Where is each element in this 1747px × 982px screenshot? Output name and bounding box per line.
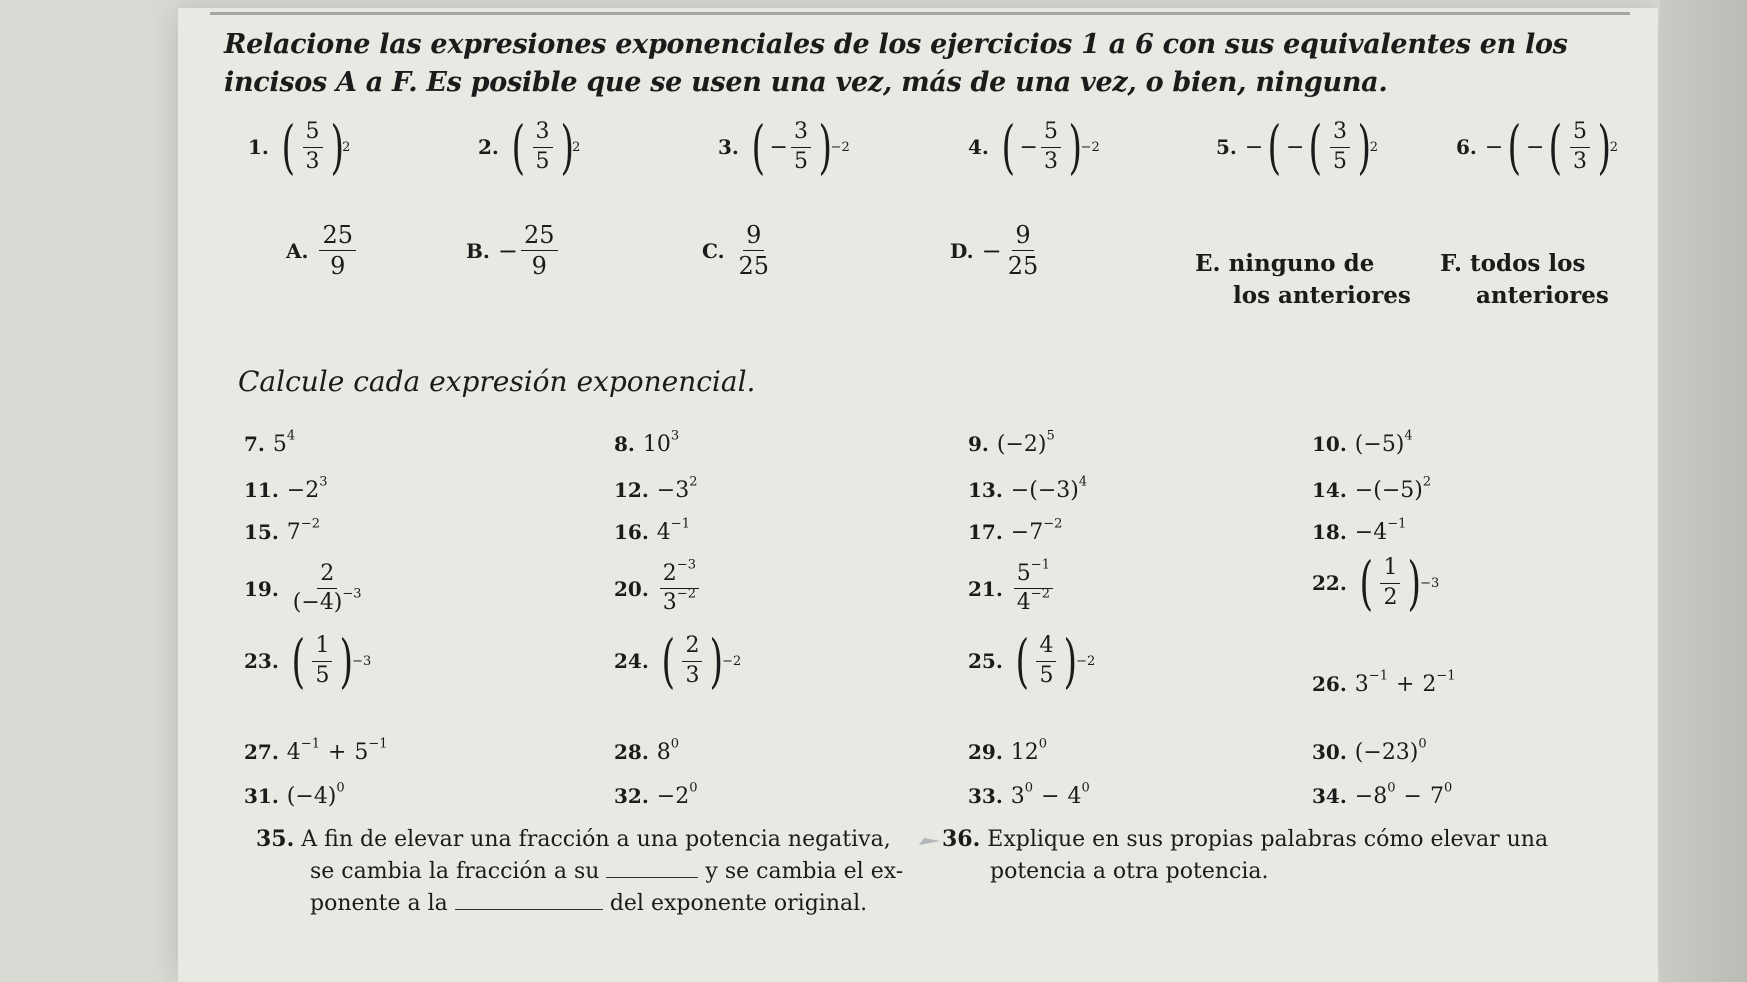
exercise-34: 34. $-8^0 - 7^0$ [1312, 780, 1453, 809]
match-exercise: 1. ( $\frac{5}{3}$ ) 2 [248, 113, 351, 181]
exercise-26: 26. $3^{-1} + 2^{-1}$ [1312, 668, 1456, 697]
match-exercise: 6. − ( − ( $\frac{5}{3}$ ) 2 [1456, 113, 1618, 181]
exercise-23: 23. ( $\frac{1}{5}$ ) −3 [244, 627, 372, 695]
top-rule [210, 12, 1630, 15]
exercise-8: 8. $10^3$ [614, 428, 680, 457]
cursor-icon [918, 824, 942, 834]
answer-f-line1: todos los [1470, 250, 1586, 277]
exercise-28: 28. $8^0$ [614, 736, 680, 765]
match-exercise: 3. ( − $\frac{3}{5}$ ) −2 [718, 113, 850, 181]
answer-e-line1: ninguno de [1228, 250, 1375, 277]
answer-e-line2: los anteriores [1233, 282, 1411, 309]
exercise-11: 11. $-2^3$ [244, 474, 328, 503]
answer-option: A. $\frac{25}{9}$ [286, 222, 359, 280]
answer-option: D. − $\frac{9}{25}$ [950, 221, 1039, 281]
instructions-text: Relacione las expresiones exponenciales de los ejercicios 1 a 6 con sus equivalentes en los incisos A a F. Es posible que se usen una vez, más de una vez, o bien, ninguna. [224, 29, 1568, 98]
exercise-13: 13. $-(-3)^4$ [968, 474, 1088, 503]
answer-option: C. $\frac{9}{25}$ [702, 221, 770, 281]
answer-f-line2: anteriores [1476, 282, 1609, 309]
answer-e [1195, 248, 1411, 312]
exercise-20: 20. $\frac{2^{-3}}{3^{-2}}$ [614, 562, 702, 615]
exercise-21: 21. $\frac{5^{-1}}{4^{-2}}$ [968, 562, 1056, 615]
exercise-29: 29. $12^0$ [968, 736, 1048, 765]
question-36: 36. Explique en sus propias palabras cómo elevar una potencia a otra potencia. [918, 823, 1548, 888]
exercise-19: 19. $\frac{2}{(-4)^{-3}}$ [244, 561, 362, 616]
answer-blank[interactable] [455, 909, 603, 910]
exercise-15: 15. $7^{-2}$ [244, 516, 320, 545]
exercise-30: 30. $(-23)^0$ [1312, 736, 1427, 765]
exercise-14: 14. $-(-5)^2$ [1312, 474, 1432, 503]
exercise-10: 10. $(-5)^4$ [1312, 428, 1413, 457]
exercise-33: 33. $3^0 - 4^0$ [968, 780, 1090, 809]
answer-option: B. − $\frac{25}{9}$ [466, 222, 561, 280]
section-heading: Calcule cada expresión exponencial. [238, 365, 756, 398]
exercise-18: 18. $-4^{-1}$ [1312, 516, 1407, 545]
answer-f [1440, 248, 1609, 312]
exercise-32: 32. $-2^0$ [614, 780, 698, 809]
match-exercise: 4. ( − $\frac{5}{3}$ ) −2 [968, 113, 1100, 181]
exercise-12: 12. $-3^2$ [614, 474, 698, 503]
exercise-31: 31. $(-4)^0$ [244, 780, 345, 809]
exercise-25: 25. ( $\frac{4}{5}$ ) −2 [968, 627, 1096, 695]
exercise-27: 27. $4^{-1} + 5^{-1}$ [244, 736, 388, 765]
exercise-16: 16. $4^{-1}$ [614, 516, 690, 545]
exercise-22: 22. ( $\frac{1}{2}$ ) −3 [1312, 549, 1440, 617]
match-exercise: 5. − ( − ( $\frac{3}{5}$ ) 2 [1216, 113, 1378, 181]
answer-blank[interactable] [606, 877, 698, 878]
match-exercise: 2. ( $\frac{3}{5}$ ) 2 [478, 113, 581, 181]
answer-letter: F. [1440, 250, 1463, 277]
question-35: 35. A fin de elevar una fracción a una potencia negativa, se cambia la fracción a su y se cambia el ex- ponente a la del exponente original. [256, 826, 904, 916]
exercise-7: 7. $5^4$ [244, 428, 296, 457]
exercise-17: 17. $-7^{-2}$ [968, 516, 1063, 545]
exercise-9: 9. $(-2)^5$ [968, 428, 1055, 457]
monitor-edge [1660, 0, 1747, 982]
exercise-24: 24. ( $\frac{2}{3}$ ) −2 [614, 627, 742, 695]
answer-letter: E. [1195, 250, 1221, 277]
